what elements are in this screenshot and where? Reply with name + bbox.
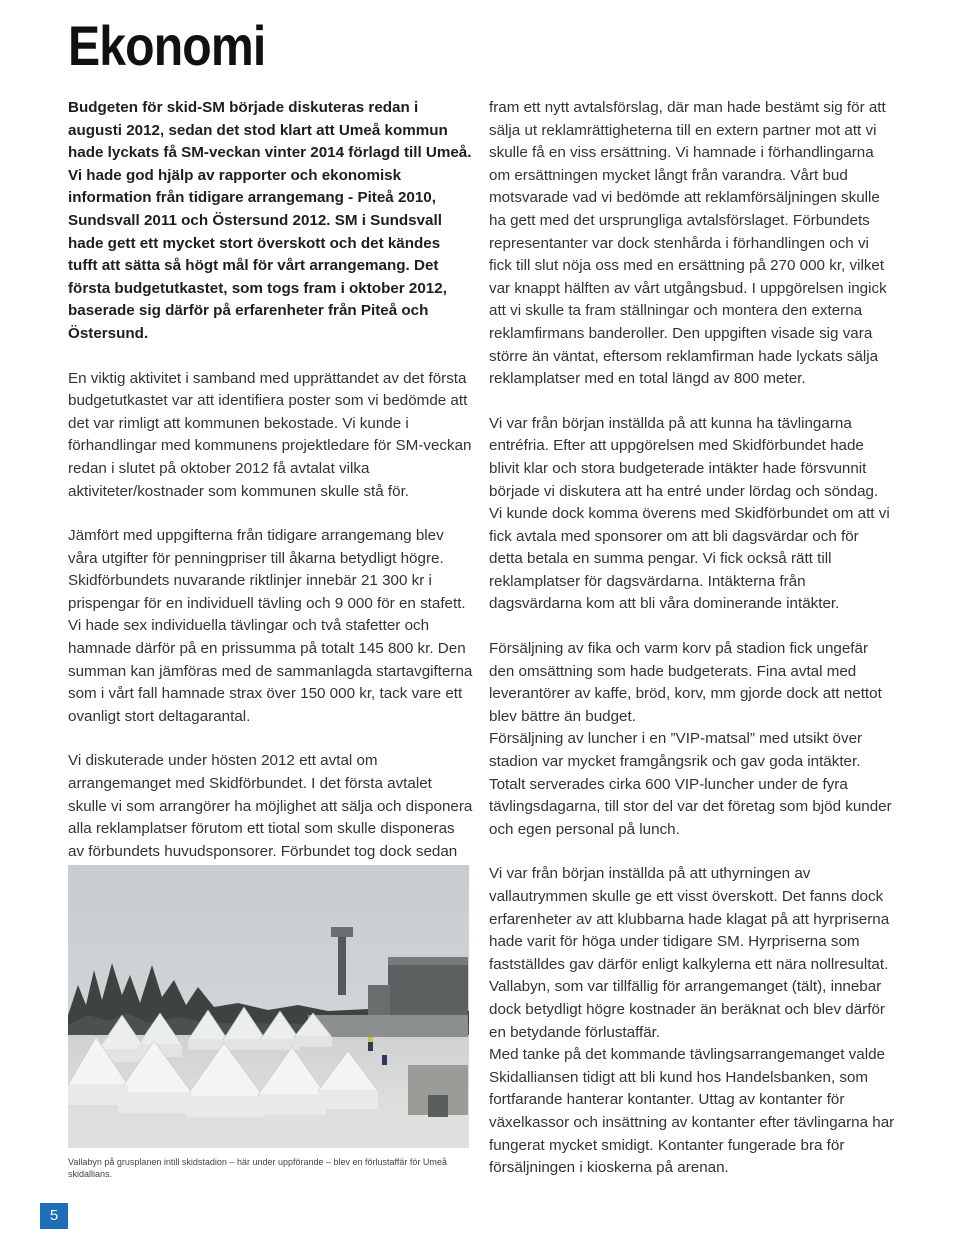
left-column: [68, 97, 473, 863]
body-paragraph-1: En viktig aktivitet i samband med upprättandet av det första budgetutkastet var att identifiera poster som vi bedömde att det var rimligt att kommunen bekostade. Vi kunde i förhandlingar med kommunens projektledare för SM-veckan redan i slutet på oktober 2012 få avtalat vilka aktiviteter/kostnader som kommunen skulle stå för.: [68, 369, 472, 500]
body-paragraph-8: Vi var från början inställda på att uthyrningen av vallautrymmen skulle ge ett visst överskott. Det fanns dock erfarenheter av att klubbarna hade klagat på att hyrpriserna hade varit för höga under tidigare SM. Hyrpriserna som fastställdes gav därför enligt kalkylerna ett nära nollresultat. Vallabyn, som var tillfällig för arrangemanget (tält), innebar dock betydligt högre kostnader än beräknat och blev därför en betydande förlustaffär.: [489, 865, 890, 1041]
body-paragraph-3: Vi diskuterade under hösten 2012 ett avtal om arrangemanget med Skidförbundet. I det första avtalet skulle vi som arrangörer ha möjlighet att sälja och disponera alla reklamplatser förutom ett tiotal som skulle disponeras av förbundets huvudsponsorer. Förbundet tog dock sedan: [68, 752, 473, 860]
body-paragraph-5: Vi var från början inställda på att kunna ha tävlingarna entréfria. Efter att uppgörelsen med Skidförbundet hade blivit klar och stora budgeterade intäkter hade försvunnit började vi diskutera att ha entré under lördag och söndag. Vi kunde dock komma överens med Skidförbundet om att vi fick avtala med sponsorer om att bli dagsvärdar och för detta betala en summa pengar. Vi fick också rätt till reklamplatser för dagsvärdarna. Intäkterna från dagsvärdarna kom att bli våra dominerande intäkter.: [489, 414, 890, 613]
body-paragraph-4: fram ett nytt avtalsförslag, där man hade bestämt sig för att sälja ut reklamrättigheterna till en extern partner mot att vi skulle få en viss ersättning. Vi hamnade i förhandlingarna om ersättningen mycket långt från varandra. Vårt bud motsvarade vad vi bedömde att reklamförsäljningen skulle ha gett med det ursprungliga avtalsförslaget. Förbundets representanter var dock stenhårda i förhandlingen och vi fick till slut nöja oss med en ersättning på 270 000 kr, vilket var knappt hälften av vårt utgångsbud. I uppgörelsen ingick att vi skulle ta fram ställningar och montera den externa reklamfirmans banderoller. Den uppgiften visade sig vara större än väntat, eftersom reklamfirman hade lyckats sälja reklamplatser med en total längd av 800 meter.: [489, 99, 887, 388]
body-paragraph-7: Försäljning av luncher i en ”VIP-matsal” med utsikt över stadion var mycket framgångsrik och gav goda intäkter. Totalt serverades cirka 600 VIP-luncher under de fyra tävlingsdagarna, till stor del var det företag som bjöd kunder och egen personal på lunch.: [489, 730, 892, 838]
photo-caption: Vallabyn på grusplanen intill skidstadion – här under uppförande – blev en förlustaffär för Umeå skidallians.: [68, 1157, 447, 1179]
page-number: 5: [40, 1203, 68, 1229]
ski-tents-photo: [68, 865, 469, 1148]
lead-paragraph: Budgeten för skid-SM började diskuteras redan i augusti 2012, sedan det stod klart att Umeå kommun hade lyckats få SM-veckan vinter 2014 förlagd till Umeå. Vi hade god hjälp av rapporter och ekonomisk information från tidigare arrangemang - Piteå 2010, Sundsvall 2011 och Östersund 2012. SM i Sundsvall hade gett ett mycket stort överskott och det kändes tufft att sätta så högt mål för vårt arrangemang. Det första budgetutkastet, som togs fram i oktober 2012, baserade sig därför på erfarenheter från Piteå och Östersund.: [68, 99, 472, 342]
page-title: Ekonomi: [68, 14, 266, 77]
body-paragraph-9: Med tanke på det kommande tävlingsarrangemanget valde Skidalliansen tidigt att bli kund hos Handelsbanken, som fortfarande hanterar kontanter. Uttag av kontanter för växelkassor och insättning av kontanter efter tävlingarna har fungerat mycket smidigt. Kontanter fungerade bra för försäljningen i kioskerna på arenan.: [489, 1046, 895, 1177]
right-column: [489, 97, 895, 1180]
body-paragraph-2: Jämfört med uppgifterna från tidigare arrangemang blev våra utgifter för penningpriser till åkarna betydligt högre. Skidförbundets nuvarande riktlinjer innebär 21 300 kr i prispengar för en individuell tävling och 9 000 för en stafett. Vi hade sex individuella tävlingar och två stafetter och hamnade därför på en prissumma på totalt 145 800 kr. Den summan kan jämföras med de sammanlagda startavgifterna som i vårt fall hamnade strax över 150 000 kr, tack vare ett ovanligt stort deltagarantal.: [68, 527, 473, 725]
body-paragraph-6: Försäljning av fika och varm korv på stadion fick ungefär den omsättning som hade budgeterats. Fina avtal med leverantörer av kaffe, bröd, korv, mm gjorde dock att nettot blev bättre än budget.: [489, 640, 882, 725]
